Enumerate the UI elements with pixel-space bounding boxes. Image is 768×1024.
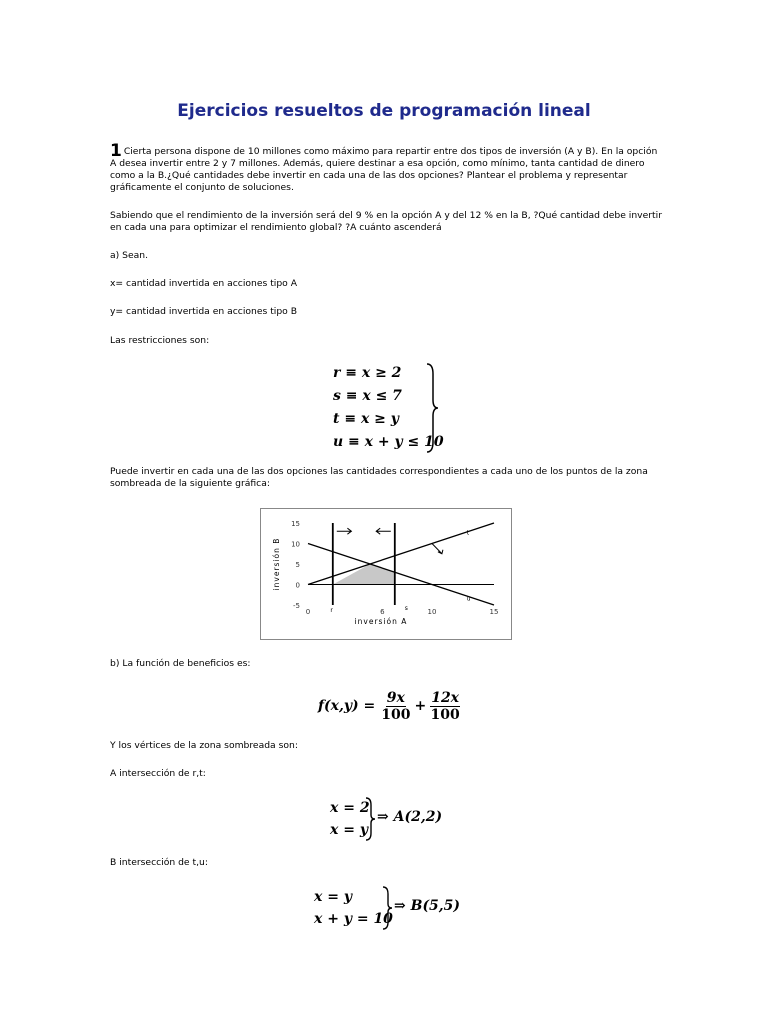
y-tick-label: 0 [295, 581, 300, 590]
paragraph-problem [110, 141, 662, 194]
vertex-a-eq2: x = y [330, 822, 368, 838]
plus-sign: + [414, 698, 427, 714]
y-tick-label: 5 [295, 561, 300, 569]
restrictions-brace [424, 362, 440, 454]
fraction-b-num: 12x [431, 689, 460, 706]
vertex-a-eq1: x = 2 [330, 800, 370, 816]
paragraph-zona: Puede invertir en cada una de las dos opciones las cantidades correspondientes a cada uno de los puntos de la zona sombreada de la siguiente gráfica: [110, 466, 648, 489]
problem-text: Cierta persona dispone de 10 millones como máximo para repartir entre dos tipos de inversión (A y B). En la opción A desea invertir entre 2 y 7 millones. Además, quiere destinar a esa opción, como mínimo, tanta cantidad de dinero como a la B.¿Qué cantidades debe invertir en cada una de las dos opciones? Plantear el problema y representar gráficamente el conjunto de soluciones. [110, 146, 658, 193]
y-tick-label: 15 [291, 520, 300, 528]
fraction-b-den: 100 [430, 706, 460, 723]
x-tick-label: 15 [489, 608, 499, 616]
benefit-lhs: f(x,y) = [318, 698, 376, 714]
benefit-function [318, 686, 462, 726]
x-tick-label: 10 [427, 608, 437, 616]
restriction-u: u ≡ x + y ≤ 10 [333, 434, 444, 450]
page-title: Ejercicios resueltos de programación lineal [177, 101, 591, 121]
line-label-s: s [404, 604, 408, 612]
line-label-r: r [330, 606, 333, 614]
x-tick-label: 6 [380, 608, 385, 616]
paragraph-y-def: y= cantidad invertida en acciones tipo B [110, 306, 298, 317]
paragraph-vertices: Y los vértices de la zona sombreada son: [110, 740, 298, 751]
problem-number: 1 [110, 141, 122, 161]
line-label-u: u [466, 595, 471, 603]
restriction-r: r ≡ x ≥ 2 [333, 365, 402, 381]
y-tick-label: -5 [293, 602, 300, 610]
fraction-a-den: 100 [381, 706, 411, 723]
vertex-a-result: ⇒ A(2,2) [377, 809, 443, 825]
y-tick-label: 10 [291, 540, 300, 549]
arrow-s [376, 528, 391, 534]
restriction-s: s ≡ x ≤ 7 [333, 388, 402, 404]
fraction-b [430, 690, 460, 723]
paragraph-sean: a) Sean. [110, 250, 148, 261]
arrow-t [432, 544, 443, 554]
paragraph-restricciones: Las restricciones son: [110, 335, 210, 346]
line-label-t: t [466, 529, 470, 537]
restriction-t: t ≡ x ≥ y [333, 411, 399, 427]
arrow-r [337, 528, 352, 534]
fraction-a-num: 9x [386, 689, 405, 706]
shaded-region [333, 564, 395, 585]
vertex-b-result: ⇒ B(5,5) [394, 898, 461, 914]
chart-frame [260, 508, 512, 640]
paragraph-interseccion-a: A intersección de r,t: [110, 768, 206, 779]
x-tick-label: 0 [305, 608, 311, 616]
vertex-a-brace [364, 797, 376, 841]
vertex-b-eq2: x + y = 10 [314, 911, 393, 927]
vertex-b-eq1: x = y [314, 889, 352, 905]
paragraph-rendimiento: Sabiendo que el rendimiento de la inversión será del 9 % en la opción A y del 12 % en la B, ?Qué cantidad debe invertir en cada una para optimizar el rendimiento global? ?A cuánto ascenderá [110, 210, 662, 233]
paragraph-beneficios: b) La función de beneficios es: [110, 658, 251, 669]
x-axis-label: inversión A [354, 617, 408, 626]
feasible-region-chart [261, 509, 511, 639]
fraction-a [381, 690, 410, 723]
paragraph-x-def: x= cantidad invertida en acciones tipo A [110, 278, 298, 289]
vertex-b-brace [381, 886, 393, 930]
paragraph-interseccion-b: B intersección de t,u: [110, 857, 208, 868]
y-axis-label: inversión B [272, 537, 281, 591]
